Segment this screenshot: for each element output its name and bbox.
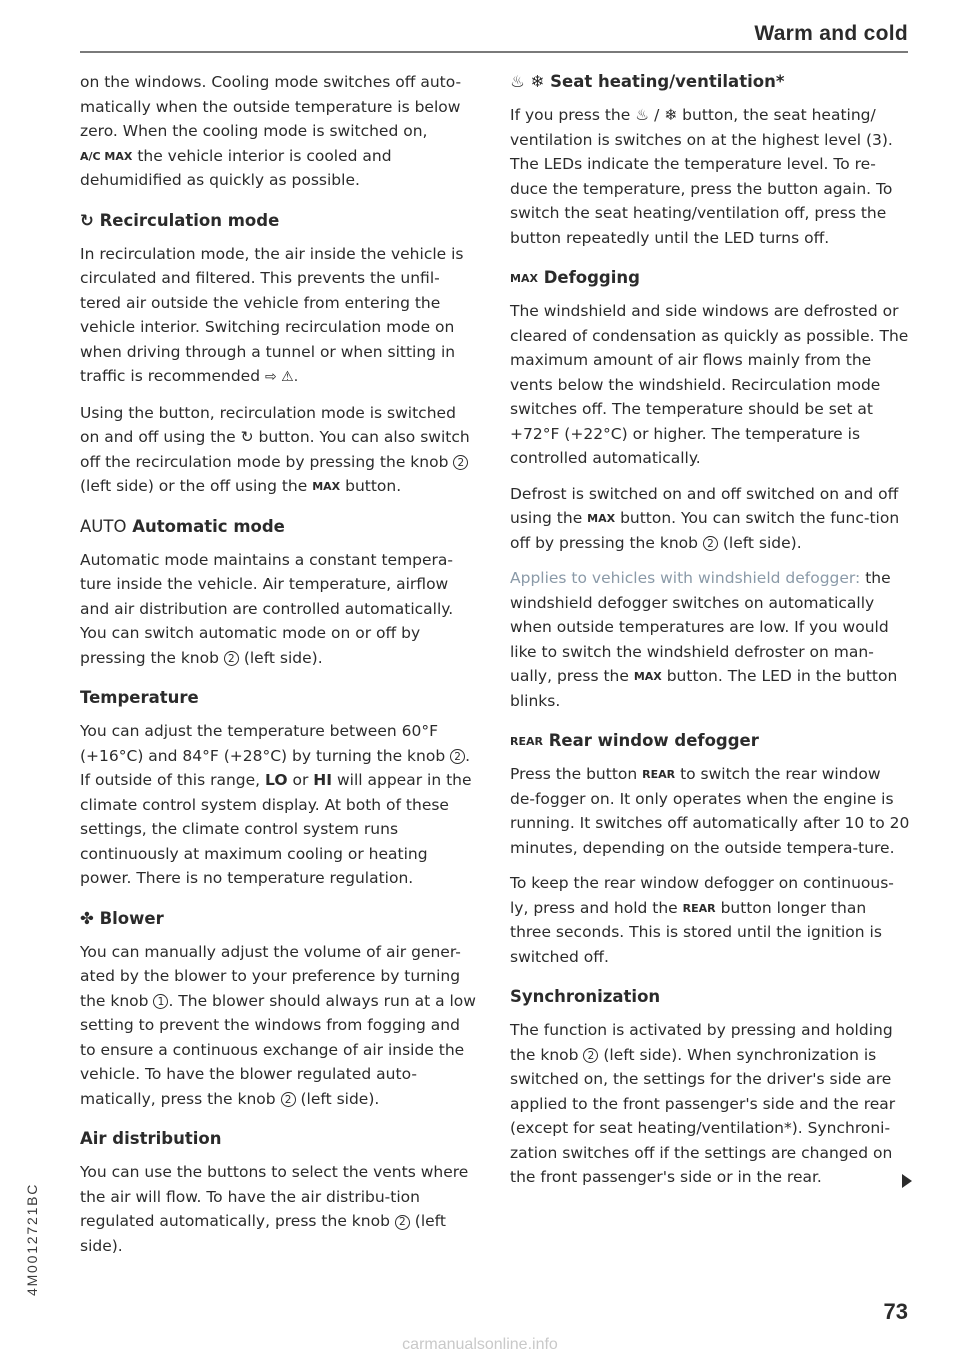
hi-label: HI [313,771,333,789]
automatic-mode-paragraph [80,548,480,671]
defog-max-icon: MAX [510,272,538,285]
temperature-paragraph [80,719,480,891]
defog-max-icon: MAX [633,670,662,683]
text: or [292,771,309,789]
text: (left side). [80,1212,446,1255]
continue-arrow-icon [902,1174,912,1188]
air-distribution-paragraph [80,1160,480,1258]
defogging-paragraph-1: The windshield and side windows are defrosted or cleared of condensation as quickly as possible. The maximum amount of air flows mainly from the vents below the windshield. Recirculation mode switches off. The temperature should be set at +72°F (+22°C) or higher. The temperature is controlled automatically. [510,302,909,467]
defogging-paragraph-3 [510,566,910,713]
text: In recirculation mode, the air inside the vehicle is circulated and filtered. This prevents the unfil-tered air outside the vehicle from entering the vehicle interior. Switching recirculation mode on when driving through a tunnel or when sitting in traffic is recommended [80,244,464,385]
seat-heating-heading [510,70,910,94]
text: button. You can also switch off the recirculation mode by pressing the knob [80,428,470,471]
defog-max-icon: MAX [587,512,616,525]
seat-ventilation-icon: ❄ [664,106,678,124]
text: The function is activated by pressing and holding the knob [510,1021,893,1064]
seat-ventilation-icon: ❄ [530,72,545,91]
text: button. You can switch the func-tion off by pressing the knob [510,509,900,552]
text: (left side). When synchronization is switched on, the settings for the driver's side are applied to the front passenger's side and the rear (except for seat heating/ventilation*). Synchroni-zation switches off if the settings are changed on the front passenger's side or in the rear. [510,1045,896,1186]
text: Using the button, recirculation mode is switched on and off using the [80,403,456,446]
synchronization-paragraph [510,1018,910,1190]
recirculation-paragraph-1 [80,242,480,390]
text: the windshield defogger switches on automatically when outside temperatures are low. If you would like to switch the windshield defroster on man-ually, press the [510,569,891,685]
knob-2-marker: 2 [453,455,468,470]
text: . The blower should always run at a low setting to prevent the windows from fogging and to ensure a continuous exchange of air inside the vehicle. To have the blower regulated auto-matically, press the knob [80,991,476,1108]
heading-text: Defogging [543,268,640,287]
synchronization-heading: Synchronization [510,987,661,1006]
watermark: carmanualsonline.info [402,1336,558,1353]
text: button. The LED in the button blinks. [510,667,898,710]
rear-defogger-paragraph-1 [510,762,910,860]
warning-reference[interactable]: ⇨ ⚠. [264,369,299,385]
defogging-paragraph-2 [510,482,910,556]
document-code: 4M0012721BC [24,1182,40,1296]
defog-max-icon: MAX [312,480,341,493]
text: If you press the [510,106,631,124]
text: (left side). [243,648,323,667]
heading-text: Blower [99,908,164,928]
header-divider [80,51,908,53]
rear-defogger-heading [510,729,910,753]
text: You can manually adjust the volume of air gener-ated by the blower to your preference by turning the knob [80,942,461,1010]
right-column [510,70,910,1201]
seat-heating-paragraph: If you press the ♨ / ❄ button, the seat heating/ ventilation is switches on at the highest level (3). The LEDs indicate the temperature level. To re-duce the temperature, press the button again. To switch the seat heating/ventilation off, press the button repeatedly until the LED turns off. [510,106,893,247]
air-distribution-heading: Air distribution [80,1129,222,1148]
heading-text: Automatic mode [132,516,285,536]
text: Press the button [510,765,638,783]
seat-heating-icon: ♨ [635,106,650,124]
ac-max-icon: A/C MAX [80,149,133,163]
recirculation-paragraph-2 [80,401,480,499]
blower-paragraph [80,940,480,1112]
rear-defogger-icon: REAR [642,768,676,781]
text: to switch the rear window de-fogger on. It only operates when the engine is running. It switches off automatically after 10 to 20 minutes, depending on the outside tempera-ture. [510,765,910,857]
heading-text: Recirculation mode [99,210,280,230]
text: You can adjust the temperature between 60°F (+16°C) and 84°F (+28°C) by turning the knob [80,722,446,765]
applicability-note: Applies to vehicles with windshield defogger: [510,569,861,587]
section-title: Warm and cold [754,22,908,45]
lo-label: LO [265,771,288,789]
heading-text: Seat heating/ventilation* [550,72,785,91]
temperature-heading: Temperature [80,688,199,707]
text: (left side). [722,533,802,552]
recirculation-icon: ↻ [240,428,254,446]
text: You can use the buttons to select the vents where the air will flow. To have the air distribu-tion regulated automatically, press the knob [80,1163,469,1230]
cooling-paragraph [80,70,480,193]
knob-2-marker: 2 [224,651,239,666]
text: will appear in the climate control system display. At both of these settings, the climate control system runs continuously at maximum cooling or heating power. There is no temperature regulation. [80,771,472,887]
knob-2-marker: 2 [395,1215,410,1230]
rear-defogger-paragraph-2 [510,871,910,969]
rear-defogger-icon: REAR [682,901,716,915]
text: the vehicle interior is cooled and dehumidified as quickly as possible. [80,146,392,189]
auto-label: AUTO [80,516,127,536]
text: (left side) or the off using the [80,477,308,495]
defogging-heading [510,266,910,290]
knob-1-marker: 1 [153,994,168,1009]
knob-2-marker: 2 [450,749,465,764]
heading-text: Rear window defogger [548,731,759,750]
knob-2-marker: 2 [281,1092,296,1107]
knob-2-marker: 2 [703,536,718,551]
text: button longer than three seconds. This is stored until the ignition is switched off. [510,898,882,966]
automatic-mode-heading [80,515,480,539]
recirculation-icon: ↻ [80,210,94,230]
text: on the windows. Cooling mode switches off auto-matically when the outside temperature is below zero. When the cooling mode is switched on, [80,73,462,140]
rear-defogger-icon: REAR [510,735,543,748]
text: To keep the rear window defogger on continuous-ly, press and hold the [510,874,894,917]
text: button. [345,477,402,495]
text: (left side). [300,1089,380,1108]
fan-icon: ✤ [80,908,94,928]
recirculation-heading [80,209,480,233]
blower-heading [80,907,480,931]
text: button, the seat heating/ ventilation is switches on at the highest level (3). The LEDs indicate the temperature level. To re-duce the temperature, press the button again. To switch the seat heating/ventilation off, press the button repeatedly until the LED turns off. [510,106,893,247]
text: Automatic mode maintains a constant tempera-ture inside the vehicle. Air temperature, airflow and air distribution are controlled automatically. You can switch automatic mode on or off by pressing the knob [80,550,454,667]
text: Defrost is switched on and off switched on and off using the [510,484,899,527]
left-column [80,70,480,1269]
knob-2-marker: 2 [583,1048,598,1063]
text: . If outside of this range, [80,746,471,789]
seat-heating-icon: ♨ [510,72,525,91]
page-number: 73 [883,1299,908,1324]
